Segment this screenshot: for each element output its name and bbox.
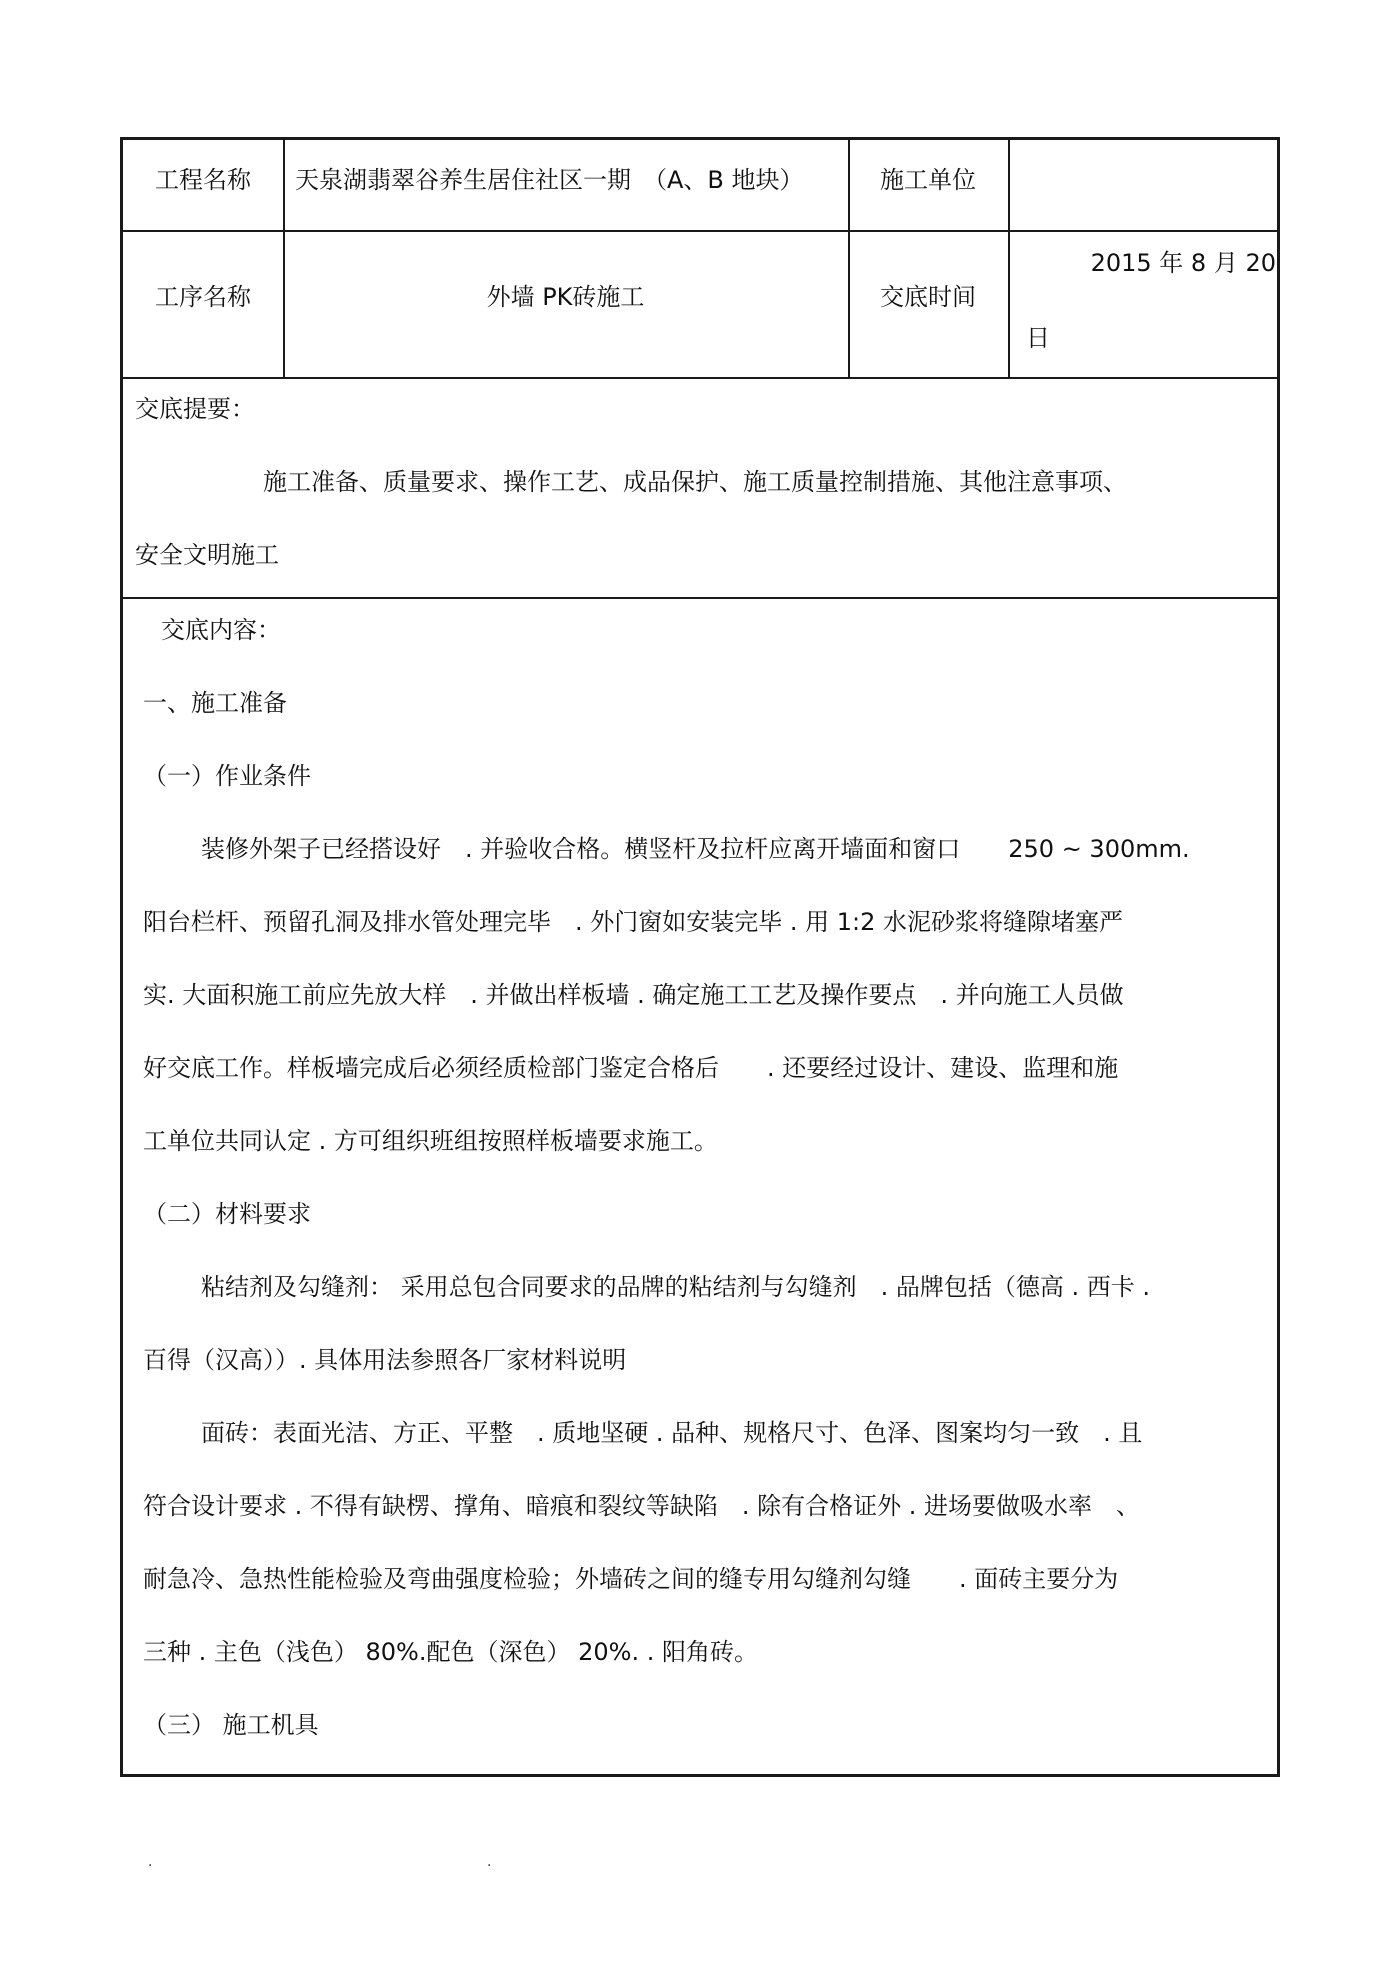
paragraph-line: 好交底工作。样板墙完成后必须经质检部门鉴定合格后 . 还要经过设计、建设、监理和施	[143, 1054, 1119, 1082]
handover-time-value-line1: 2015 年 8 月 20	[1090, 249, 1276, 277]
subsection-heading: （三） 施工机具	[143, 1711, 319, 1739]
paragraph-line: 实. 大面积施工前应先放大样 . 并做出样板墙 . 确定施工工艺及操作要点 . 并向施工人员做	[143, 981, 1124, 1009]
content-label: 交底内容：	[161, 616, 281, 644]
paragraph-line: 符合设计要求 . 不得有缺楞、撑角、暗痕和裂纹等缺陷 . 除有合格证外 . 进场要做吸水率 、	[143, 1492, 1141, 1520]
handover-table	[120, 137, 1280, 1777]
col-divider-1	[283, 140, 285, 377]
row-divider-3	[123, 597, 1277, 599]
summary-label: 交底提要：	[135, 395, 255, 423]
summary-line-2: 安全文明施工	[135, 541, 279, 569]
handover-time-value-line2: 日	[1026, 324, 1050, 352]
summary-line-1: 施工准备、质量要求、操作工艺、成品保护、施工质量控制措施、其他注意事项、	[263, 468, 1127, 496]
paragraph-line: 阳台栏杆、预留孔洞及排水管处理完毕 . 外门窗如安装完毕 . 用 1:2 水泥砂浆将缝隙堵塞严	[143, 908, 1124, 936]
footer-mark-left: .	[148, 1854, 153, 1870]
footer-mark-right: .	[487, 1854, 492, 1870]
paragraph-line: 装修外架子已经搭设好 . 并验收合格。横竖杆及拉杆应离开墙面和窗口 250 ~ 300mm.	[201, 835, 1190, 863]
paragraph-line: 百得（汉高））. 具体用法参照各厂家材料说明	[143, 1346, 627, 1374]
paragraph-line: 面砖：表面光洁、方正、平整 . 质地坚硬 . 品种、规格尺寸、色泽、图案均匀一致 . 且	[201, 1419, 1143, 1447]
paragraph-line: 耐急冷、急热性能检验及弯曲强度检验；外墙砖之间的缝专用勾缝剂勾缝 . 面砖主要分为	[143, 1565, 1119, 1593]
paragraph-line: 工单位共同认定 . 方可组织班组按照样板墙要求施工。	[143, 1127, 718, 1155]
handover-time-label: 交底时间	[880, 283, 976, 311]
subsection-heading: （二）材料要求	[143, 1200, 311, 1228]
paragraph-line: 粘结剂及勾缝剂： 采用总包合同要求的品牌的粘结剂与勾缝剂 . 品牌包括（德高 . 西卡 .	[201, 1273, 1151, 1301]
construction-unit-label: 施工单位	[880, 166, 976, 194]
subsection-heading: （一）作业条件	[143, 762, 311, 790]
section-heading-1: 一、施工准备	[143, 689, 287, 717]
project-name-value: 天泉湖翡翠谷养生居住社区一期 （A、B 地块）	[295, 166, 804, 194]
project-name-label: 工程名称	[155, 166, 251, 194]
row-divider-1	[123, 230, 1277, 232]
process-name-value: 外墙 PK砖施工	[486, 283, 645, 311]
row-divider-2	[123, 377, 1277, 379]
paragraph-line: 三种 . 主色（浅色） 80%.配色（深色） 20%. . 阳角砖。	[143, 1638, 758, 1666]
process-name-label: 工序名称	[155, 283, 251, 311]
